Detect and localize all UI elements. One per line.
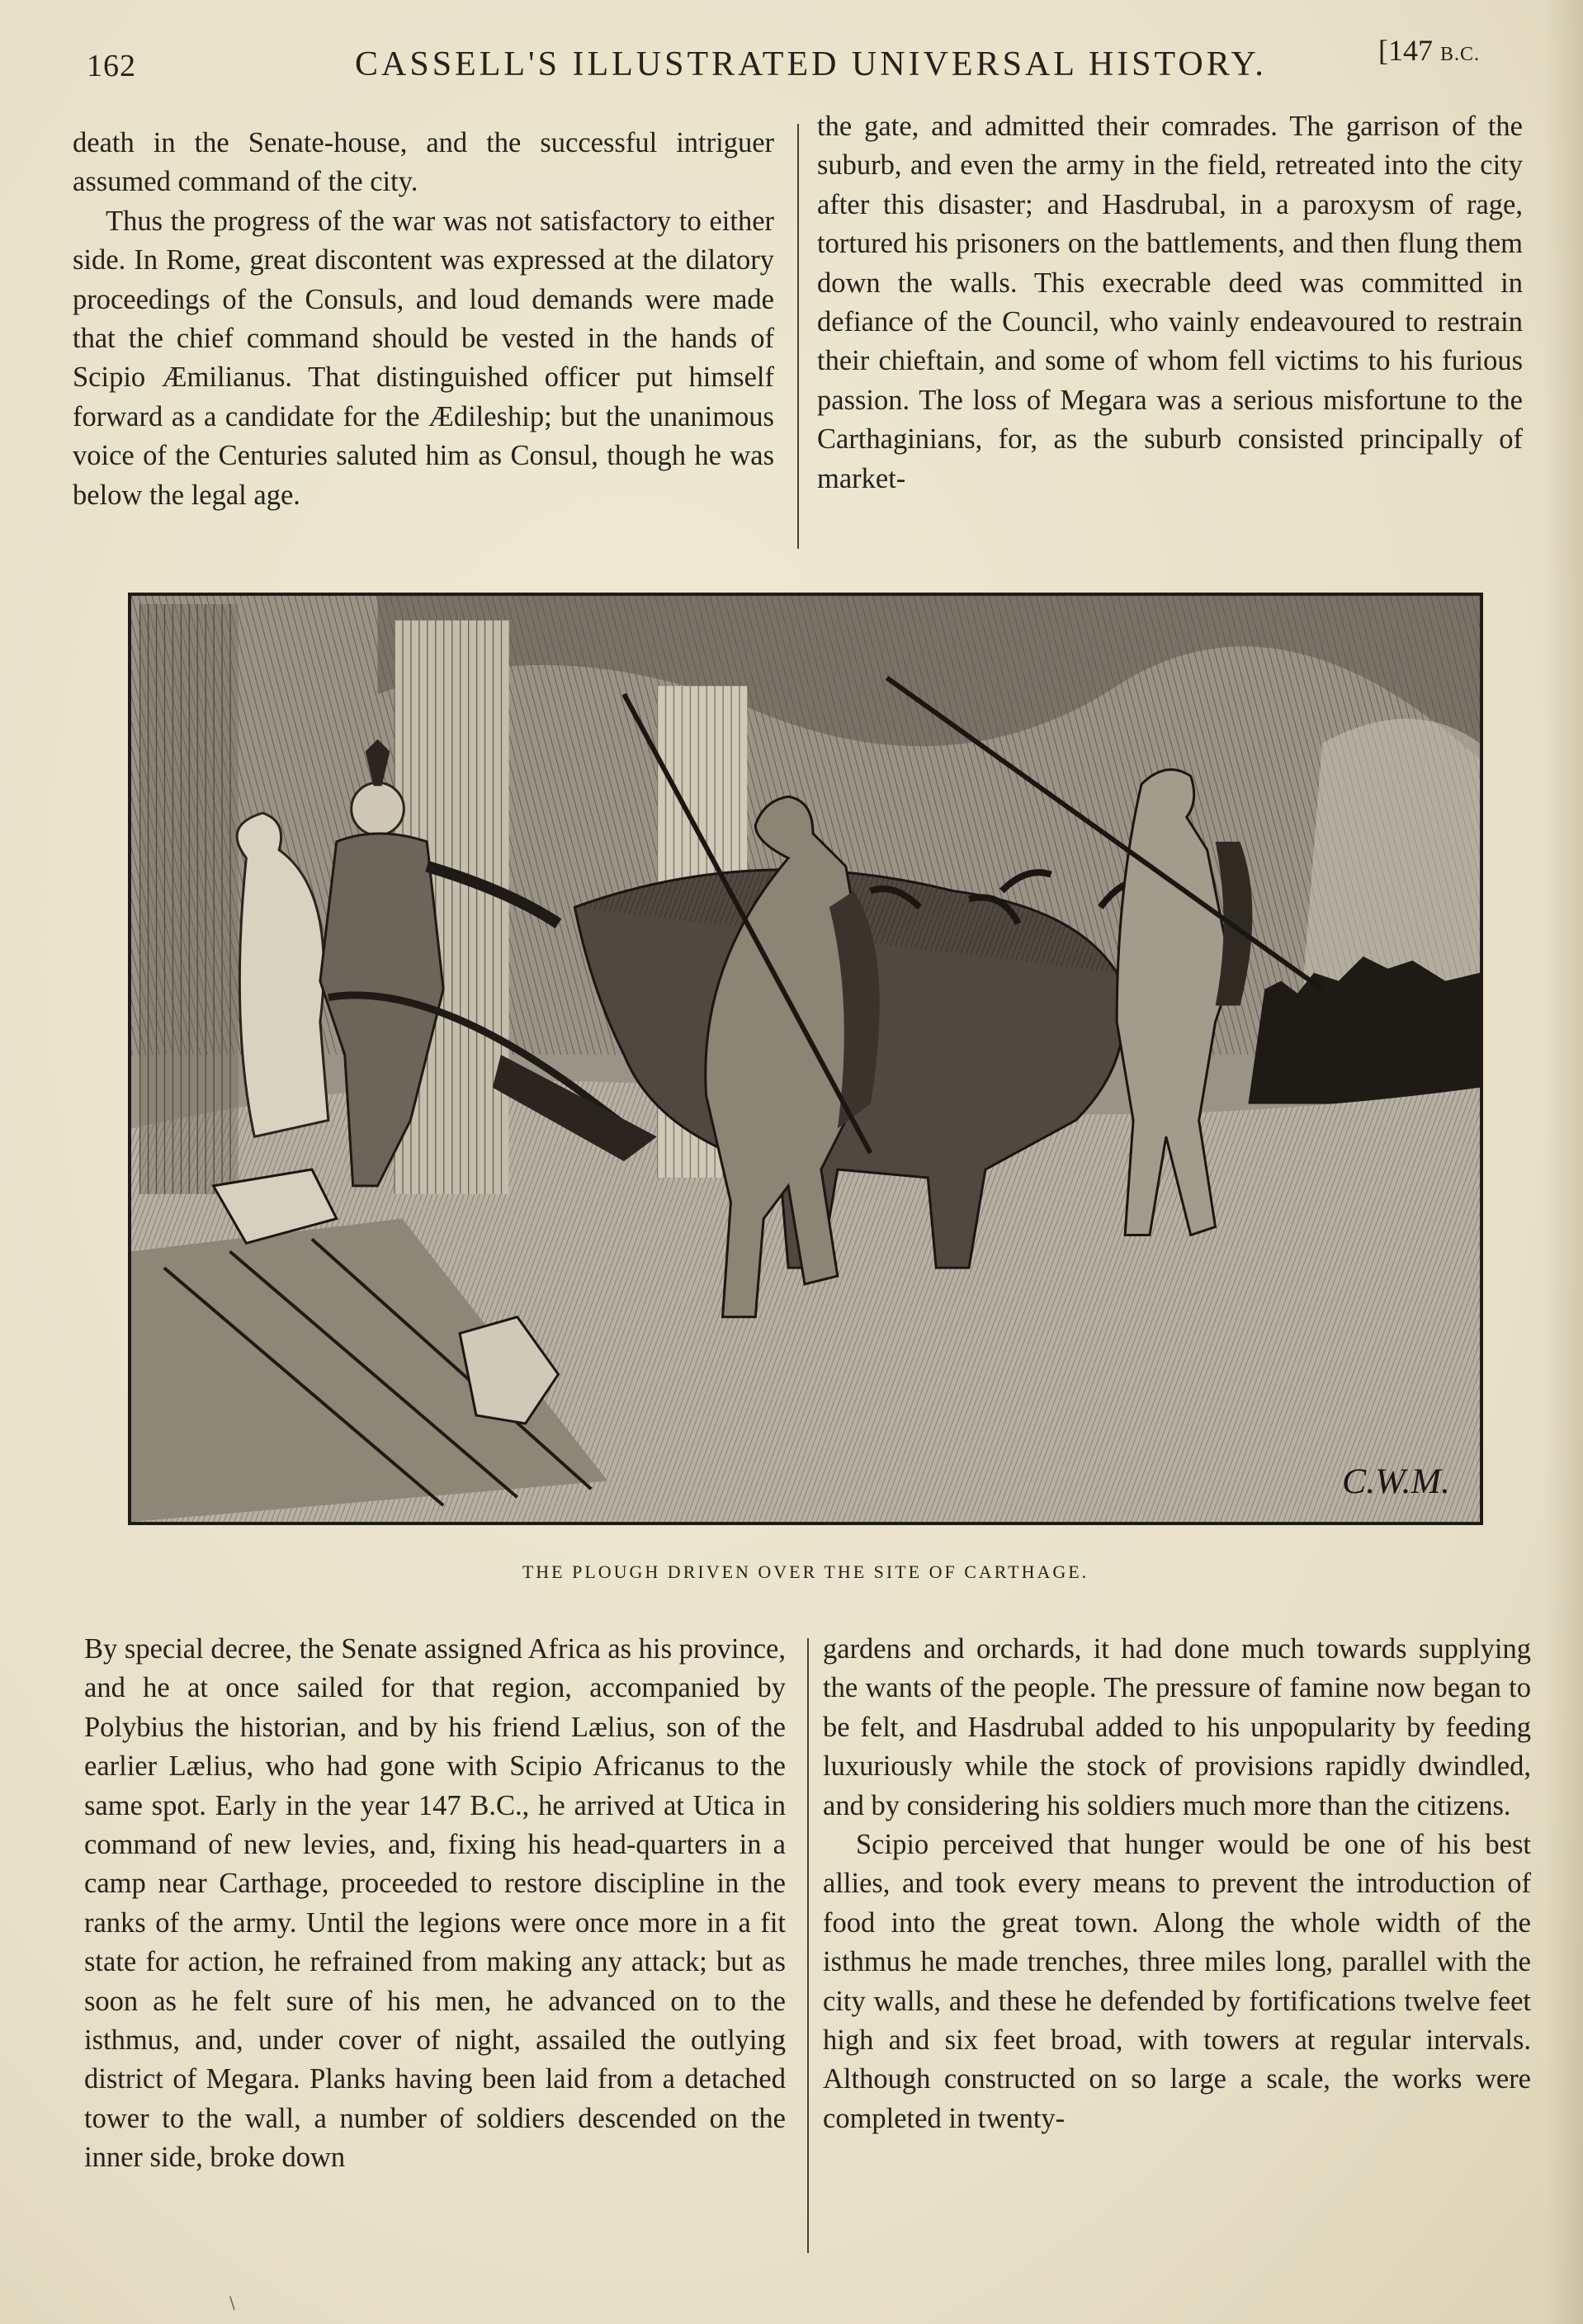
paragraph: By special decree, the Senate assigned Africa as his province, and he at once sailed for that region, accompanied by Polybius the historian, and by his friend Lælius, son of the earlier Lælius, who had gone with Scipio Africanus to the same spot. Early in the year 147 B.C., he arrived at Utica in command of new levies, and, fixing his head-quarters in a camp near Carthage, proceeded to restore discipline in the ranks of the army. Until the legions were once more in a fit state for action, he refrained from making any attack; but as soon as he felt sure of his men, he advanced on to the isthmus, and, under cover of night, assailed the outlying district of Megara. Planks having been laid from a detached tower to the wall, a number of soldiers descended on the inner side, broke down (84, 1633, 786, 2174)
paragraph: gardens and orchards, it had done much towards supplying the wants of the people. The pressure of famine now began to be felt, and Hasdrubal added to his unpopularity by feeding luxuriously while the stock of provisions rapidly dwindled, and by considering his soldiers much more than the citizens. (823, 1633, 1531, 1821)
date-tag (1378, 33, 1480, 68)
running-title: CASSELL'S ILLUSTRATED UNIVERSAL HISTORY. (355, 45, 1267, 83)
top-right-column (817, 107, 1523, 498)
top-left-column (73, 124, 774, 515)
engraving-illustration (128, 593, 1483, 1525)
date-tag-year: [147 (1378, 34, 1433, 67)
bottom-right-column (823, 1630, 1531, 2138)
engraving-drawing (131, 596, 1480, 1522)
page-number: 162 (87, 49, 136, 83)
paragraph: Scipio perceived that hunger would be one of his best allies, and took every means to prevent the introduction of food into the great town. Along the whole width of the isthmus he made trenches, three miles long, parallel with the city walls, and these he defended by fortifications twelve feet high and six feet broad, with towers at regular intervals. Although constructed on so large a scale, the works were completed in twenty- (823, 1829, 1531, 2134)
column-divider-top (797, 124, 799, 549)
paragraph: the gate, and admitted their comrades. The garrison of the suburb, and even the army in the field, retreated into the city after this disaster; and Hasdrubal, in a paroxysm of rage, tortured his prisoners on the battlements, and then flung them down the walls. This execrable deed was committed in defiance of the Council, who vainly endeavoured to restrain their chieftain, and some of whom fell victims to his furious passion. The loss of Megara was a serious misfortune to the Carthaginians, for, as the suburb consisted principally of market- (817, 111, 1523, 494)
bottom-left-column (84, 1630, 786, 2178)
paragraph: death in the Senate-house, and the successful intriguer assumed command of the city. (73, 127, 774, 198)
stray-mark: \ (229, 2293, 235, 2312)
page-header (83, 33, 1519, 91)
figure-caption: THE PLOUGH DRIVEN OVER THE SITE OF CARTHAGE. (522, 1561, 1089, 1582)
column-divider-bottom (807, 1638, 809, 2253)
page-edge-shadow (1545, 0, 1583, 2324)
date-tag-era: B.C. (1440, 44, 1481, 65)
paragraph: Thus the progress of the war was not satisfactory to either side. In Rome, great discontent was expressed at the dilatory proceedings of the Consuls, and loud demands were made that the chief command should be vested in the hands of Scipio Æmilianus. That distinguished officer put himself forward as a candidate for the Ædileship; but the unanimous voice of the Centuries saluted him as Consul, though he was below the legal age. (73, 205, 774, 511)
artist-signature: C.W.M. (1342, 1462, 1450, 1502)
